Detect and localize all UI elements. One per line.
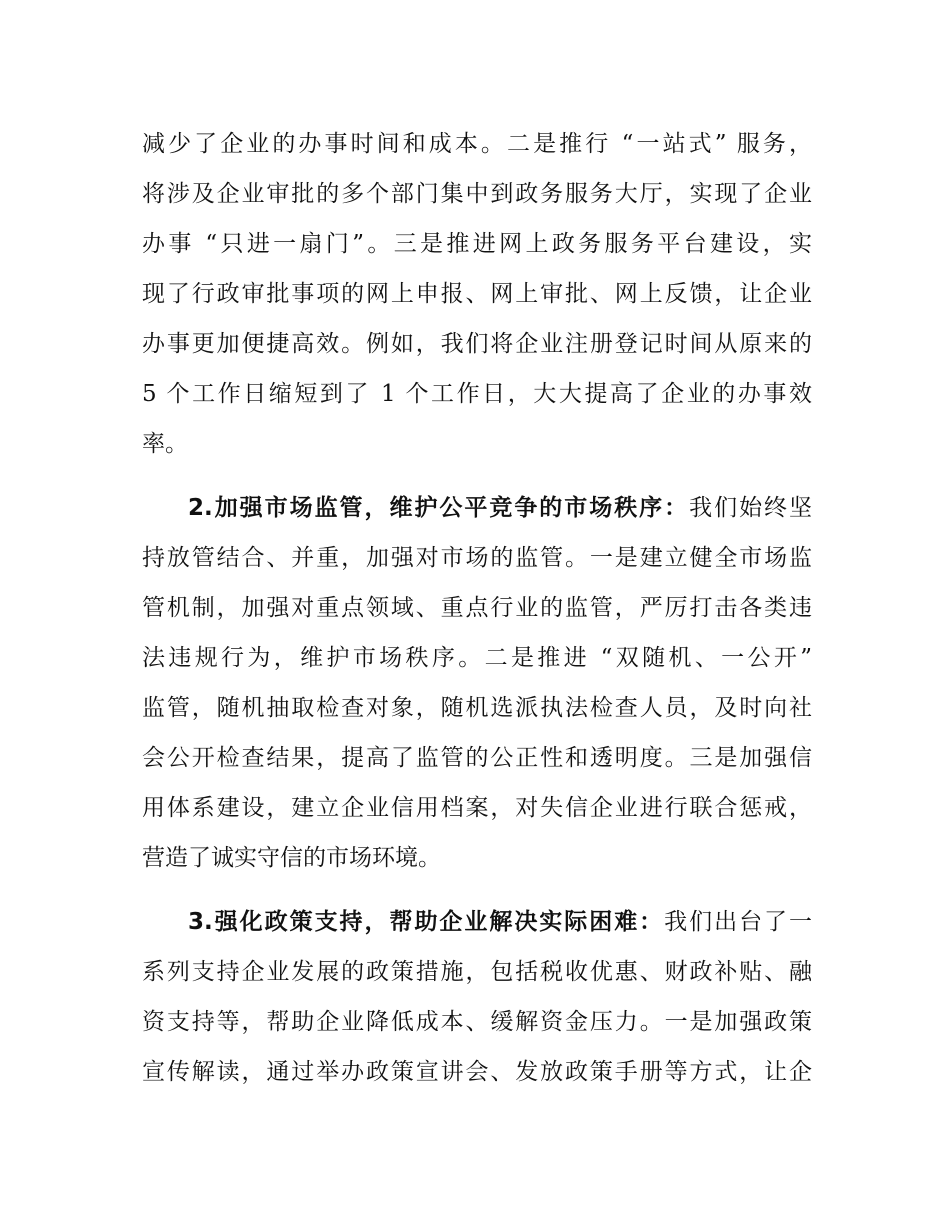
text-line: 法违规行为，维护市场秩序。二是推进 “双随机、一公开” — [142, 645, 812, 671]
text-line: 营造了诚实守信的市场环境。 — [142, 845, 441, 871]
section-heading: 3.强化政策支持，帮助企业解决实际困难： — [188, 909, 665, 935]
text-line: 持放管结合、并重，加强对市场的监管。一是建立健全市场监 — [142, 545, 812, 571]
text-line: 监管，随机抽取检查对象，随机选派执法检查人员，及时向社 — [142, 695, 812, 721]
text-line: 会公开检查结果，提高了监管的公正性和透明度。三是加强信 — [142, 745, 812, 771]
text-line: 办事更加便捷高效。例如，我们将企业注册登记时间从原来的 — [142, 331, 812, 357]
text-line: 办事 “只进一扇门”。三是推进网上政务服务平台建设，实 — [142, 231, 812, 257]
paragraph-first-line — [188, 902, 812, 942]
section-heading: 2.加强市场监管，维护公平竞争的市场秩序： — [188, 495, 690, 521]
text-line: 系列支持企业发展的政策措施，包括税收优惠、财政补贴、融 — [142, 959, 812, 985]
paragraph-first-line — [188, 488, 812, 528]
text-line: 宣传解读，通过举办政策宣讲会、发放政策手册等方式，让企 — [142, 1059, 812, 1085]
text-line: 减少了企业的办事时间和成本。二是推行 “一站式” 服务， — [142, 131, 812, 157]
text-line: 率。 — [142, 431, 188, 457]
text-line: 5 个工作日缩短到了 1 个工作日，大大提高了企业的办事效 — [142, 381, 812, 407]
text-line: 现了行政审批事项的网上申报、网上审批、网上反馈，让企业 — [142, 281, 812, 307]
text-line: 管机制，加强对重点领域、重点行业的监管，严厉打击各类违 — [142, 595, 812, 621]
text-run: 我们出台了一 — [664, 909, 812, 935]
text-line: 资支持等，帮助企业降低成本、缓解资金压力。一是加强政策 — [142, 1009, 812, 1035]
text-line: 用体系建设，建立企业信用档案，对失信企业进行联合惩戒， — [142, 795, 812, 821]
text-line: 将涉及企业审批的多个部门集中到政务服务大厅，实现了企业 — [142, 181, 812, 207]
text-run: 我们始终坚 — [689, 495, 812, 521]
